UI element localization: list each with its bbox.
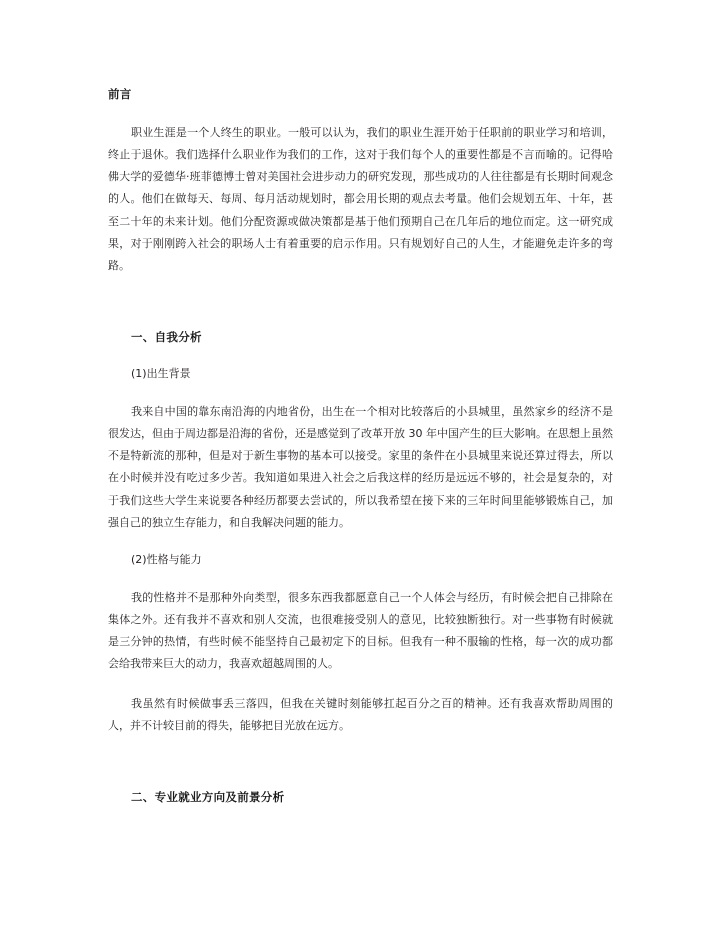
paragraph-birth-background: 我来自中国的靠东南沿海的内地省份，出生在一个相对比较落后的小县城里，虽然家乡的经济不是很发达，但由于周边都是沿海的省份，还是感觉到了改革开放 30 年中国产生的巨大影响。在思想上虽然不是特新流的那种，但是对于新生事物的基本可以接受。家里的条件在小县城里来说还算过得去，所以在小时候并没有吃过多少苦。我知道如果进入社会之后我这样的经历是远远不够的，社会是复杂的，对于我们这些大学生来说要各种经历都要去尝试的，所以我希望在接下来的三年时间里能够锻炼自己，加强自己的独立生存能力，和自我解决问题的能力。 (108, 404, 613, 529)
section-heading-self-analysis: 一、自我分析 (131, 330, 202, 345)
subheading-birth-background: (1)出生背景 (131, 367, 191, 381)
paragraph-personality-2: 我虽然有时候做事丢三落四，但我在关键时刻能够扛起百分之百的精神。还有我喜欢帮助周围的人，并不计较目前的得失，能够把目光放在远方。 (108, 696, 613, 732)
document-body (108, 86, 613, 807)
subheading-personality-ability: (2)性格与能力 (131, 553, 202, 567)
paragraph-personality: 我的性格并不是那种外向类型，很多东西我都愿意自己一个人体会与经历，有时候会把自己排除在集体之外。还有我并不喜欢和别人交流，也很难接受别人的意见，比较独断独行。对一些事物有时候就是三分钟的热情，有些时候不能坚持自己最初定下的目标。但我有一种不服输的性格，每一次的成功都会给我带来巨大的动力，我喜欢超越周围的人。 (108, 590, 613, 671)
paragraph-preface: 职业生涯是一个人终生的职业。一般可以认为，我们的职业生涯开始于任职前的职业学习和培训，终止于退休。我们选择什么职业作为我们的工作，这对于我们每个人的重要性都是不言而喻的。记得哈佛大学的爱德华·班菲德博士曾对美国社会进步动力的研究发现，那些成功的人往往都是有长期时间观念的人。他们在做每天、每周、每月活动规划时，都会用长期的观点去考量。他们会规划五年、十年，甚至二十年的未来计划。他们分配资源或做决策都是基于他们预期自己在几年后的地位而定。这一研究成果，对于刚刚跨入社会的职场人士有着重要的启示作用。只有规划好自己的人生，才能避免走许多的弯路。 (108, 125, 613, 273)
section-heading-career-prospects: 二、专业就业方向及前景分析 (131, 789, 285, 804)
page-title: 前言 (108, 87, 132, 101)
section-spacer (108, 294, 613, 303)
section-spacer-2 (108, 754, 613, 763)
